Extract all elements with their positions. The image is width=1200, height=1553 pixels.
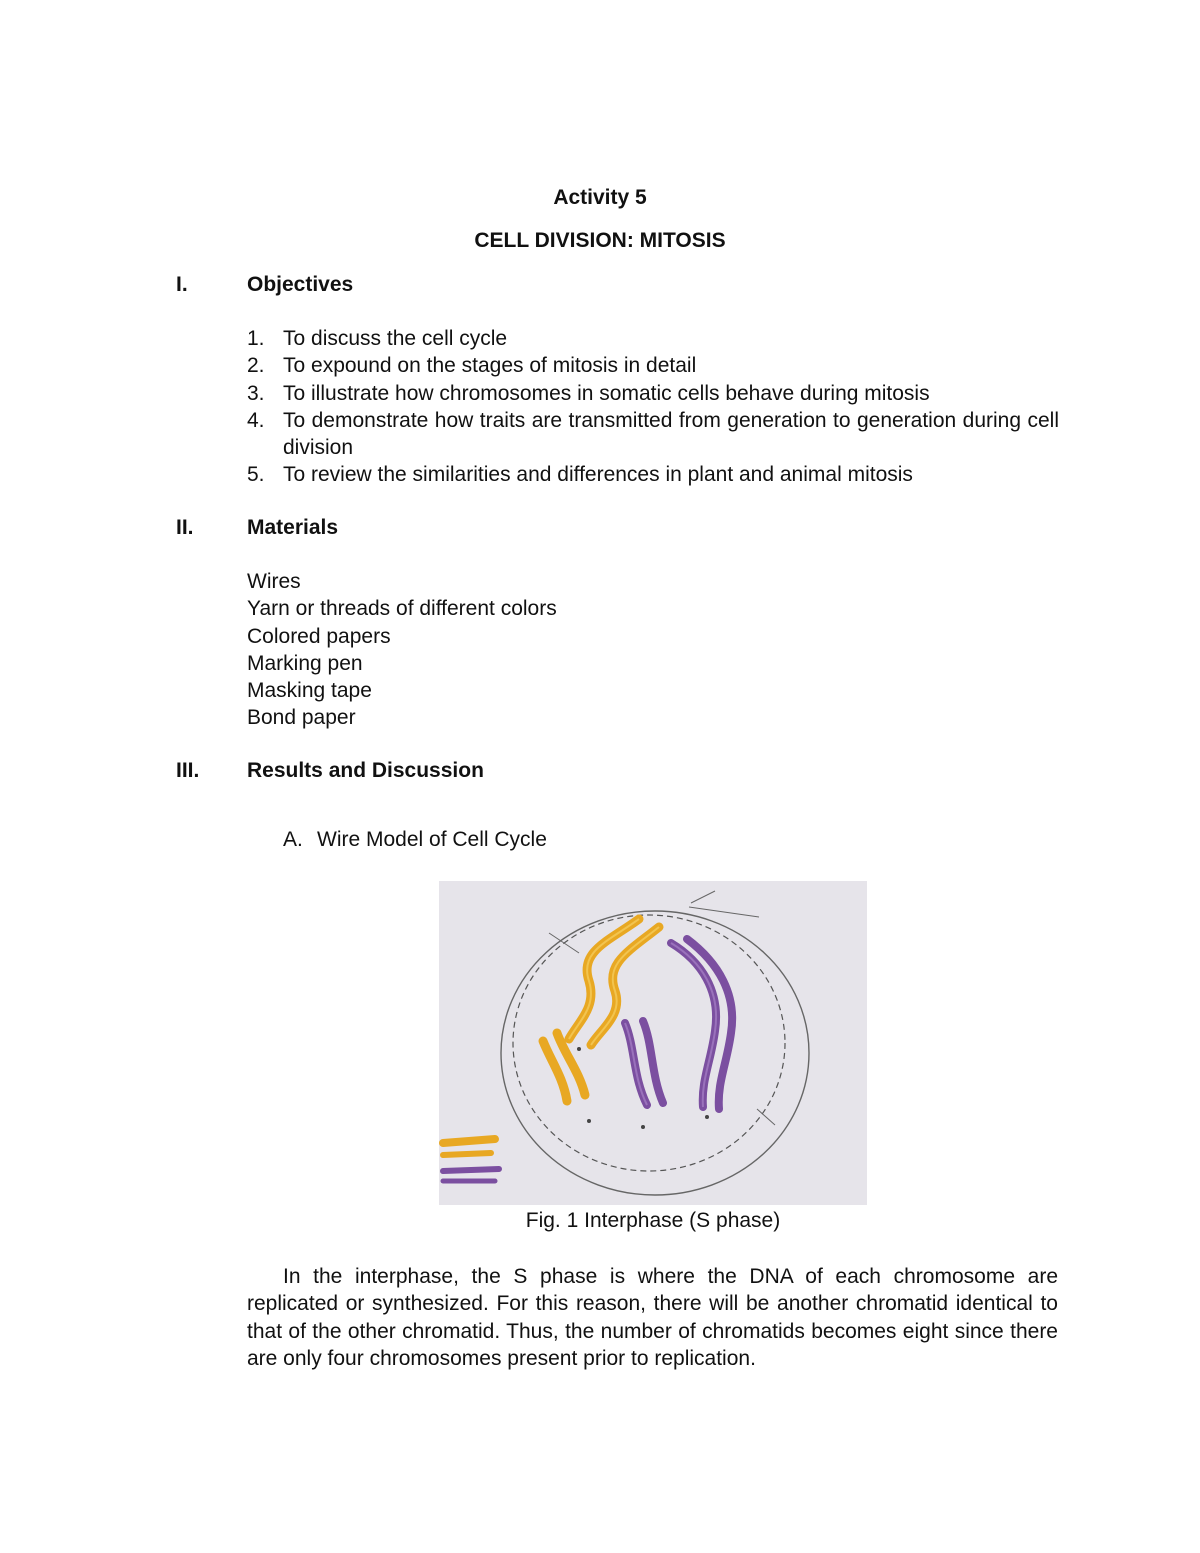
objective-text: To demonstrate how traits are transmitted from generation to generation during cell division <box>283 408 1059 460</box>
objective-text: To review the similarities and differences in plant and animal mitosis <box>283 463 913 487</box>
objective-text: To expound on the stages of mitosis in detail <box>283 354 697 378</box>
objective-number: 1. <box>247 327 265 350</box>
objective-number: 2. <box>247 354 265 378</box>
discussion-paragraph: In the interphase, the S phase is where the DNA of each chromosome are replicated or synthesized. For this reason, there will be another chromatid identical to that of the other chromatid. Thus, the number of chromatids becomes eight since there are only four chromosomes present prior to replication. <box>247 1265 1058 1370</box>
wire-model-illustration <box>439 881 867 1205</box>
objective-item <box>247 461 1059 488</box>
section-numeral: I. <box>176 273 188 296</box>
section-numeral: II. <box>176 516 194 539</box>
material-item: Colored papers <box>247 624 391 648</box>
activity-title: CELL DIVISION: MITOSIS <box>474 229 726 252</box>
subsection-heading <box>283 828 547 852</box>
materials-list <box>247 568 557 732</box>
objective-item <box>247 325 1059 352</box>
material-item: Bond paper <box>247 706 356 730</box>
figure-caption: Fig. 1 Interphase (S phase) <box>525 1209 781 1232</box>
subsection-letter: A. <box>283 828 303 851</box>
objective-number: 5. <box>247 463 265 487</box>
objective-item <box>247 380 1059 407</box>
section-label: Results and Discussion <box>247 759 484 782</box>
objective-item <box>247 352 1059 379</box>
section-numeral: III. <box>176 759 200 782</box>
activity-number: Activity 5 <box>553 186 647 209</box>
material-item: Yarn or threads of different colors <box>247 597 557 621</box>
objectives-list <box>247 325 1059 489</box>
objective-item <box>247 407 1059 462</box>
objective-text: To discuss the cell cycle <box>283 327 508 350</box>
objective-number: 4. <box>247 408 265 432</box>
objective-number: 3. <box>247 381 265 405</box>
section-label: Objectives <box>247 273 354 296</box>
objective-text: To illustrate how chromosomes in somatic cells behave during mitosis <box>283 381 930 405</box>
material-item: Masking tape <box>247 679 372 703</box>
material-item: Wires <box>247 570 301 593</box>
figure-photo-interphase-model <box>439 881 867 1205</box>
subsection-title: Wire Model of Cell Cycle <box>317 828 547 851</box>
section-label: Materials <box>247 516 339 539</box>
material-item: Marking pen <box>247 651 363 675</box>
